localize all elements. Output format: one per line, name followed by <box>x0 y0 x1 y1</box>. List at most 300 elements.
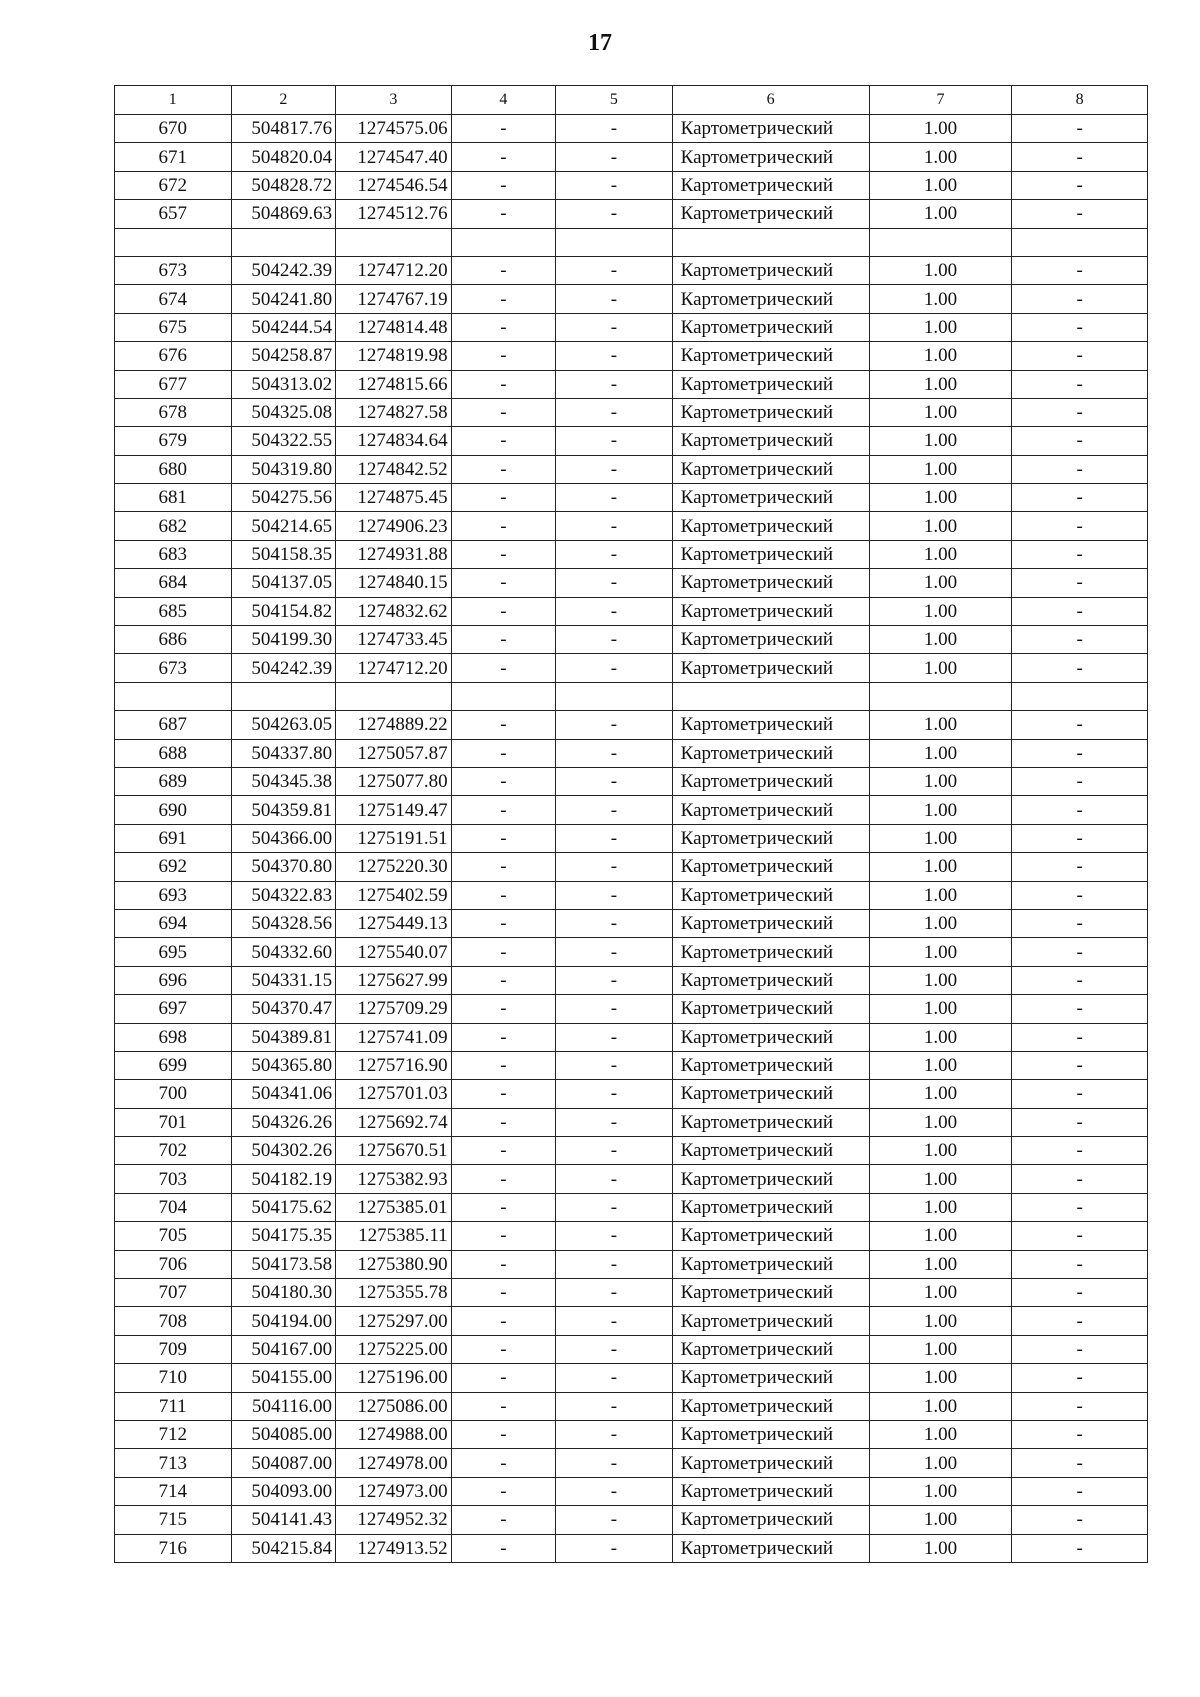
table-cell: - <box>556 654 673 682</box>
table-cell: 677 <box>115 370 232 398</box>
table-row <box>115 200 1148 228</box>
table-cell: 1274712.20 <box>336 256 452 284</box>
table-cell: 504325.08 <box>231 398 336 426</box>
table-cell: - <box>556 909 673 937</box>
table-cell: 703 <box>115 1165 232 1193</box>
table-cell: - <box>451 484 556 512</box>
table-cell: 504154.82 <box>231 597 336 625</box>
table-cell: 1274988.00 <box>336 1420 452 1448</box>
table-cell: - <box>451 512 556 540</box>
table-cell: - <box>451 966 556 994</box>
table-cell: 1275077.80 <box>336 767 452 795</box>
table-cell: 1274832.62 <box>336 597 452 625</box>
table-cell: Картометрический <box>672 115 869 143</box>
table-cell: - <box>1012 1108 1148 1136</box>
table-cell: - <box>556 1506 673 1534</box>
table-cell: - <box>556 313 673 341</box>
coordinates-table <box>114 85 1148 1563</box>
table-cell: 1.00 <box>869 881 1012 909</box>
table-cell: 657 <box>115 200 232 228</box>
table-cell: 1274842.52 <box>336 455 452 483</box>
table-cell: 691 <box>115 824 232 852</box>
table-cell: 504365.80 <box>231 1051 336 1079</box>
table-cell: Картометрический <box>672 512 869 540</box>
table-cell: 504155.00 <box>231 1364 336 1392</box>
table-cell: 504328.56 <box>231 909 336 937</box>
table-cell: 692 <box>115 853 232 881</box>
table-cell: 1.00 <box>869 1364 1012 1392</box>
table-row <box>115 1335 1148 1363</box>
table-cell: - <box>451 1279 556 1307</box>
table-cell: 1275057.87 <box>336 739 452 767</box>
table-row <box>115 938 1148 966</box>
table-cell: Картометрический <box>672 1449 869 1477</box>
table-cell: - <box>556 938 673 966</box>
table-cell: 504820.04 <box>231 143 336 171</box>
table-cell: 696 <box>115 966 232 994</box>
table-cell: 1.00 <box>869 767 1012 795</box>
table-cell: - <box>451 1392 556 1420</box>
table-cell: 712 <box>115 1420 232 1448</box>
table-cell: Картометрический <box>672 1335 869 1363</box>
table-cell: Картометрический <box>672 1506 869 1534</box>
table-cell: - <box>556 1023 673 1051</box>
table-cell: Картометрический <box>672 200 869 228</box>
table-row <box>115 256 1148 284</box>
table-cell: Картометрический <box>672 909 869 937</box>
table-row <box>115 654 1148 682</box>
table-cell: 1.00 <box>869 398 1012 426</box>
table-cell: 1.00 <box>869 1534 1012 1562</box>
table-row <box>115 143 1148 171</box>
table-cell: - <box>556 1165 673 1193</box>
table-cell: - <box>1012 995 1148 1023</box>
table-cell: 1.00 <box>869 739 1012 767</box>
table-cell: 1.00 <box>869 995 1012 1023</box>
table-cell: 504215.84 <box>231 1534 336 1562</box>
table-cell: - <box>451 1335 556 1363</box>
table-cell: - <box>1012 171 1148 199</box>
table-cell: Картометрический <box>672 256 869 284</box>
table-cell: 1.00 <box>869 1080 1012 1108</box>
table-cell: 1.00 <box>869 1307 1012 1335</box>
table-row <box>115 1420 1148 1448</box>
table-cell <box>115 228 232 256</box>
table-cell: 1.00 <box>869 540 1012 568</box>
table-cell: 1.00 <box>869 1023 1012 1051</box>
table-cell: - <box>556 1307 673 1335</box>
table-cell: 1274814.48 <box>336 313 452 341</box>
table-cell: - <box>451 1108 556 1136</box>
table-cell: Картометрический <box>672 1023 869 1051</box>
table-cell <box>1012 682 1148 710</box>
table-cell: 1.00 <box>869 512 1012 540</box>
table-cell: 1.00 <box>869 370 1012 398</box>
table-cell: Картометрический <box>672 881 869 909</box>
table-cell: - <box>451 313 556 341</box>
table-cell: Картометрический <box>672 1222 869 1250</box>
table-cell: - <box>451 1250 556 1278</box>
table-cell: - <box>556 1335 673 1363</box>
table-cell: - <box>556 342 673 370</box>
table-cell: Картометрический <box>672 1392 869 1420</box>
table-cell: 1274952.32 <box>336 1506 452 1534</box>
table-cell: 1.00 <box>869 569 1012 597</box>
table-cell: 504199.30 <box>231 626 336 654</box>
table-cell: - <box>451 654 556 682</box>
table-cell: Картометрический <box>672 938 869 966</box>
table-cell: - <box>1012 1051 1148 1079</box>
table-cell: - <box>451 1080 556 1108</box>
table-cell: 504241.80 <box>231 285 336 313</box>
table-cell: 1275196.00 <box>336 1364 452 1392</box>
table-cell: - <box>1012 1165 1148 1193</box>
table-cell: 1274512.76 <box>336 200 452 228</box>
table-cell: 1274834.64 <box>336 427 452 455</box>
table-row <box>115 1534 1148 1562</box>
table-cell: 1274906.23 <box>336 512 452 540</box>
table-cell: - <box>1012 1023 1148 1051</box>
table-cell: 1274840.15 <box>336 569 452 597</box>
table-cell: - <box>556 1477 673 1505</box>
table-cell: - <box>1012 342 1148 370</box>
table-cell: 504175.62 <box>231 1193 336 1221</box>
table-cell: 504194.00 <box>231 1307 336 1335</box>
table-cell: 1275191.51 <box>336 824 452 852</box>
table-cell: - <box>1012 1193 1148 1221</box>
table-cell: 710 <box>115 1364 232 1392</box>
table-row <box>115 597 1148 625</box>
table-cell: 504167.00 <box>231 1335 336 1363</box>
table-cell: - <box>556 200 673 228</box>
table-cell: 1.00 <box>869 1250 1012 1278</box>
table-cell: 504341.06 <box>231 1080 336 1108</box>
table-cell: - <box>556 398 673 426</box>
table-cell: 1.00 <box>869 597 1012 625</box>
table-row <box>115 682 1148 710</box>
table-cell: 673 <box>115 654 232 682</box>
table-cell: 504263.05 <box>231 711 336 739</box>
table-cell: 1274827.58 <box>336 398 452 426</box>
table-cell: 716 <box>115 1534 232 1562</box>
table-row <box>115 1250 1148 1278</box>
page-number: 17 <box>588 30 612 56</box>
table-cell: 504366.00 <box>231 824 336 852</box>
table-cell: Картометрический <box>672 1193 869 1221</box>
table-cell: Картометрический <box>672 1420 869 1448</box>
table-cell: 1275220.30 <box>336 853 452 881</box>
table-cell: 672 <box>115 171 232 199</box>
table-cell: - <box>451 938 556 966</box>
table-cell: 1275225.00 <box>336 1335 452 1363</box>
table-cell: 1274733.45 <box>336 626 452 654</box>
table-cell: 504087.00 <box>231 1449 336 1477</box>
table-cell: - <box>1012 1222 1148 1250</box>
table-cell: Картометрический <box>672 540 869 568</box>
table-cell: 1275716.90 <box>336 1051 452 1079</box>
table-cell: 1.00 <box>869 853 1012 881</box>
table-cell: - <box>451 200 556 228</box>
table-cell: - <box>451 739 556 767</box>
table-cell <box>556 682 673 710</box>
table-cell: 504869.63 <box>231 200 336 228</box>
table-cell: 1.00 <box>869 342 1012 370</box>
table-cell: 1275380.90 <box>336 1250 452 1278</box>
table-cell: Картометрический <box>672 1307 869 1335</box>
table-cell: 1.00 <box>869 796 1012 824</box>
table-cell: - <box>1012 1250 1148 1278</box>
table-cell: Картометрический <box>672 966 869 994</box>
table-cell <box>336 228 452 256</box>
table-cell: - <box>1012 569 1148 597</box>
table-cell: 1275701.03 <box>336 1080 452 1108</box>
table-cell: 1.00 <box>869 909 1012 937</box>
table-cell: 715 <box>115 1506 232 1534</box>
table-cell: Картометрический <box>672 626 869 654</box>
table-cell: - <box>1012 767 1148 795</box>
table-row <box>115 1080 1148 1108</box>
table-cell: - <box>451 1364 556 1392</box>
table-cell: 689 <box>115 767 232 795</box>
column-header: 4 <box>451 86 556 115</box>
table-cell: - <box>556 256 673 284</box>
table-cell: 504180.30 <box>231 1279 336 1307</box>
table-cell: 1.00 <box>869 1506 1012 1534</box>
table-cell: 698 <box>115 1023 232 1051</box>
table-cell: - <box>1012 1477 1148 1505</box>
table-cell: Картометрический <box>672 1165 869 1193</box>
table-cell: 1274889.22 <box>336 711 452 739</box>
table-row <box>115 398 1148 426</box>
table-cell: - <box>451 115 556 143</box>
table-cell: - <box>1012 1506 1148 1534</box>
table-cell <box>451 228 556 256</box>
table-cell: Картометрический <box>672 767 869 795</box>
table-cell: 700 <box>115 1080 232 1108</box>
table-cell: Картометрический <box>672 796 869 824</box>
table-cell: 1275086.00 <box>336 1392 452 1420</box>
table-cell: 1.00 <box>869 966 1012 994</box>
table-cell: - <box>1012 1534 1148 1562</box>
table-cell: Картометрический <box>672 1534 869 1562</box>
table-cell: 671 <box>115 143 232 171</box>
table-cell: 1.00 <box>869 143 1012 171</box>
table-cell: 702 <box>115 1137 232 1165</box>
table-row <box>115 796 1148 824</box>
table-cell: 504244.54 <box>231 313 336 341</box>
table-cell: 705 <box>115 1222 232 1250</box>
table-cell: 1.00 <box>869 1279 1012 1307</box>
table-cell: - <box>1012 285 1148 313</box>
table-cell: 504302.26 <box>231 1137 336 1165</box>
table-cell: 707 <box>115 1279 232 1307</box>
table-cell: - <box>451 427 556 455</box>
table-cell: 1275709.29 <box>336 995 452 1023</box>
table-cell: Картометрический <box>672 342 869 370</box>
table-row <box>115 1165 1148 1193</box>
table-row <box>115 739 1148 767</box>
table-cell: - <box>1012 484 1148 512</box>
table-cell: - <box>1012 256 1148 284</box>
table-row <box>115 966 1148 994</box>
table-cell <box>869 228 1012 256</box>
table-cell: 1275385.11 <box>336 1222 452 1250</box>
table-cell: Картометрический <box>672 313 869 341</box>
table-cell: 688 <box>115 739 232 767</box>
table-cell: 504322.55 <box>231 427 336 455</box>
table-cell: - <box>451 171 556 199</box>
table-cell: 675 <box>115 313 232 341</box>
table-cell: - <box>556 1449 673 1477</box>
table-cell: 1274547.40 <box>336 143 452 171</box>
table-cell: 1274815.66 <box>336 370 452 398</box>
table-cell: - <box>1012 711 1148 739</box>
table-cell: 1275670.51 <box>336 1137 452 1165</box>
table-cell <box>869 682 1012 710</box>
table-cell: - <box>556 1137 673 1165</box>
table-cell: 1.00 <box>869 484 1012 512</box>
table-row <box>115 1364 1148 1392</box>
table-cell: - <box>556 540 673 568</box>
table-cell: 504828.72 <box>231 171 336 199</box>
table-cell: 1.00 <box>869 427 1012 455</box>
table-cell: - <box>556 171 673 199</box>
table-row <box>115 853 1148 881</box>
table-cell: 690 <box>115 796 232 824</box>
table-cell: - <box>556 1364 673 1392</box>
table-cell: 504158.35 <box>231 540 336 568</box>
table-cell: 1275382.93 <box>336 1165 452 1193</box>
table-row <box>115 626 1148 654</box>
table-cell: 504322.83 <box>231 881 336 909</box>
table-cell: - <box>451 853 556 881</box>
table-row <box>115 1108 1148 1136</box>
table-cell: - <box>451 455 556 483</box>
table-cell: 678 <box>115 398 232 426</box>
table-row <box>115 881 1148 909</box>
table-cell: 504337.80 <box>231 739 336 767</box>
table-cell: - <box>451 1506 556 1534</box>
table-cell: 1.00 <box>869 1165 1012 1193</box>
table-cell: 504389.81 <box>231 1023 336 1051</box>
table-cell: 714 <box>115 1477 232 1505</box>
table-row <box>115 1307 1148 1335</box>
table-cell: 504093.00 <box>231 1477 336 1505</box>
table-cell: - <box>556 824 673 852</box>
table-cell: 704 <box>115 1193 232 1221</box>
table-cell: - <box>1012 796 1148 824</box>
table-cell: Картометрический <box>672 995 869 1023</box>
table-cell: - <box>556 881 673 909</box>
table-cell: 681 <box>115 484 232 512</box>
table-cell: 713 <box>115 1449 232 1477</box>
table-cell: - <box>1012 881 1148 909</box>
table-cell: - <box>451 1137 556 1165</box>
table-row <box>115 569 1148 597</box>
table-cell: - <box>556 626 673 654</box>
table-cell: 1.00 <box>869 1108 1012 1136</box>
table-cell: - <box>451 285 556 313</box>
table-cell <box>672 682 869 710</box>
table-cell: 504326.26 <box>231 1108 336 1136</box>
table-cell: 687 <box>115 711 232 739</box>
table-cell: 504085.00 <box>231 1420 336 1448</box>
table-cell: 1.00 <box>869 1051 1012 1079</box>
table-cell: 1.00 <box>869 1392 1012 1420</box>
table-cell: - <box>451 370 556 398</box>
column-header: 1 <box>115 86 232 115</box>
table-cell: - <box>1012 626 1148 654</box>
table-cell: - <box>451 540 556 568</box>
table-cell: Картометрический <box>672 143 869 171</box>
table-row <box>115 1193 1148 1221</box>
table-cell: Картометрический <box>672 484 869 512</box>
table-cell: - <box>451 881 556 909</box>
table-cell: Картометрический <box>672 739 869 767</box>
table-cell: - <box>1012 1137 1148 1165</box>
table-cell: 1.00 <box>869 256 1012 284</box>
table-row <box>115 455 1148 483</box>
table-cell: - <box>1012 1420 1148 1448</box>
table-cell: - <box>556 711 673 739</box>
table-cell: 711 <box>115 1392 232 1420</box>
table-cell: - <box>556 285 673 313</box>
table-cell: - <box>1012 115 1148 143</box>
table-cell: 1274875.45 <box>336 484 452 512</box>
table-cell: - <box>556 1420 673 1448</box>
table-cell: 680 <box>115 455 232 483</box>
table-cell: - <box>1012 398 1148 426</box>
table-cell: 1275741.09 <box>336 1023 452 1051</box>
table-cell: 1.00 <box>869 1222 1012 1250</box>
column-header: 5 <box>556 86 673 115</box>
table-cell: - <box>1012 938 1148 966</box>
table-cell: 1274546.54 <box>336 171 452 199</box>
table-cell: - <box>556 966 673 994</box>
table-row <box>115 285 1148 313</box>
table-cell: - <box>451 569 556 597</box>
table-cell: - <box>451 342 556 370</box>
table-cell: - <box>556 1534 673 1562</box>
table-cell: 699 <box>115 1051 232 1079</box>
table-cell: 1.00 <box>869 1477 1012 1505</box>
table-row <box>115 1477 1148 1505</box>
table-cell: 1274931.88 <box>336 540 452 568</box>
table-row <box>115 995 1148 1023</box>
table-cell: - <box>451 626 556 654</box>
table-cell: 1.00 <box>869 313 1012 341</box>
table-cell: - <box>556 767 673 795</box>
table-cell: 693 <box>115 881 232 909</box>
table-cell: 686 <box>115 626 232 654</box>
table-row <box>115 1392 1148 1420</box>
table-cell: - <box>451 597 556 625</box>
table-cell: 708 <box>115 1307 232 1335</box>
table-cell: 504214.65 <box>231 512 336 540</box>
table-cell: 1.00 <box>869 711 1012 739</box>
table-cell: - <box>451 1023 556 1051</box>
table-cell: 694 <box>115 909 232 937</box>
table-cell: Картометрический <box>672 1108 869 1136</box>
table-cell <box>556 228 673 256</box>
table-cell: 684 <box>115 569 232 597</box>
table-cell: - <box>451 1165 556 1193</box>
table-cell: - <box>1012 1364 1148 1392</box>
table-cell: 683 <box>115 540 232 568</box>
table-cell: - <box>1012 597 1148 625</box>
table-cell: - <box>556 455 673 483</box>
table-cell <box>451 682 556 710</box>
